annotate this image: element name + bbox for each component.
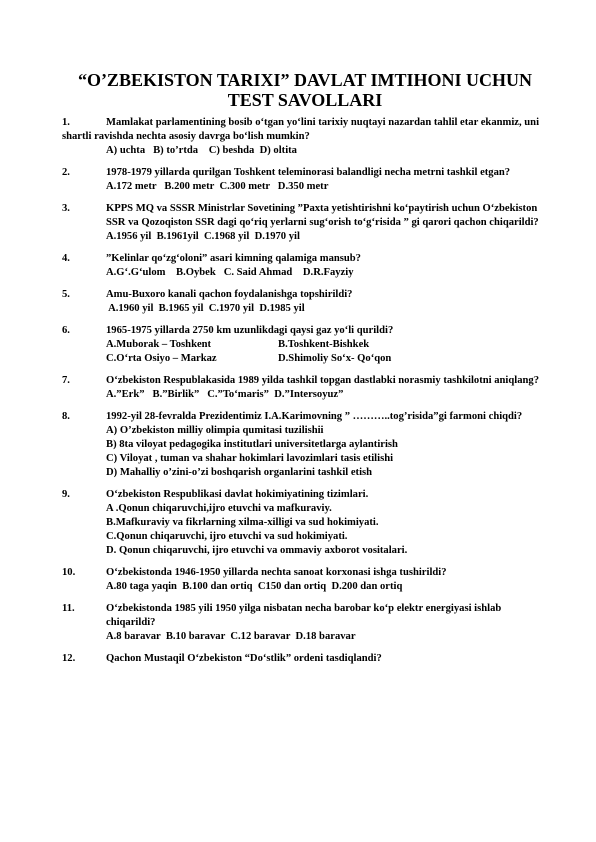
answer-option-a: A) O’zbekiston milliy olimpia qumitasi tuzilishii — [106, 425, 324, 436]
answer-option-b: B) 8ta viloyat pedagogika institutlari universitetlarga aylantirish — [106, 439, 398, 450]
answer-options: A) uchta B) to’rtda C) beshda D) oltita — [106, 145, 297, 156]
question-9 — [62, 488, 548, 558]
question-text: O‘zbekiston Respublakasida 1989 yilda tashkil topgan dastlabki norasmiy tashkilotni aniqlang? — [106, 375, 539, 386]
title-line-2: TEST SAVOLLARI — [227, 90, 383, 110]
answer-options: A.80 taga yaqin B.100 dan ortiq C150 dan ortiq D.200 dan ortiq — [106, 581, 403, 592]
question-5 — [62, 288, 548, 316]
question-number: 9. — [62, 489, 70, 500]
question-11 — [62, 602, 548, 644]
question-number: 10. — [62, 567, 76, 578]
answer-option-a: A .Qonun chiqaruvchi,ijro etuvchi va mafkuraviy. — [106, 503, 332, 514]
question-text: 1965-1975 yillarda 2750 km uzunlikdagi qaysi gaz yo‘li qurildi? — [106, 325, 394, 336]
question-number: 6. — [62, 325, 70, 336]
answer-options: A.G‘.G‘ulom B.Oybek C. Said Ahmad D.R.Fayziy — [106, 267, 354, 278]
question-6 — [62, 324, 548, 366]
question-number: 3. — [62, 203, 70, 214]
answer-option-c: C.O‘rta Osiyo – Markaz — [106, 353, 217, 364]
question-number: 12. — [62, 653, 76, 664]
answer-options: A.8 baravar B.10 baravar C.12 baravar D.18 baravar — [106, 631, 356, 642]
answer-option-b: B.Toshkent-Bishkek — [278, 339, 370, 350]
question-1 — [62, 116, 548, 158]
question-text: KPPS MQ va SSSR Ministrlar Sovetining ”Paxta yetishtirishni ko‘paytirish uchun O‘zbekiston SSR va Qozoqiston SSR dagi qo‘riq yerlarni sug‘orish to‘g‘risida ” gi qarori qachon chiqarildi? — [106, 203, 539, 228]
answer-options: A.1960 yil B.1965 yil C.1970 yil D.1985 yil — [106, 303, 305, 314]
question-text: O‘zbekistonda 1985 yili 1950 yilga nisbatan necha barobar ko‘p elektr energiyasi ishlab chiqarildi? — [106, 603, 502, 628]
question-text: Amu-Buxoro kanali qachon foydalanishga topshirildi? — [106, 289, 353, 300]
question-number: 2. — [62, 167, 70, 178]
question-number: 7. — [62, 375, 70, 386]
question-12 — [62, 652, 548, 666]
question-number: 5. — [62, 289, 70, 300]
answer-option-c: C) Viloyat , tuman va shahar hokimlari lavozimlari tasis etilishi — [106, 453, 394, 464]
question-text: ”Kelinlar qo‘zg‘oloni” asari kimning qalamiga mansub? — [106, 253, 361, 264]
question-text: O‘zbekistonda 1946-1950 yillarda nechta sanoat korxonasi ishga tushirildi? — [106, 567, 447, 578]
question-number: 8. — [62, 411, 70, 422]
answer-option-a: A.Muborak – Toshkent — [106, 339, 212, 350]
question-7 — [62, 374, 548, 402]
answer-options: A.”Erk” B.”Birlik” C.”To‘maris” D.”Intersoyuz” — [106, 389, 344, 400]
answer-option-d: D) Mahalliy o’zini-o’zi boshqarish organlarini tashkil etish — [106, 467, 373, 478]
question-4 — [62, 252, 548, 280]
question-2 — [62, 166, 548, 194]
page-title — [62, 70, 548, 110]
answer-option-b: B.Mafkuraviy va fikrlarning xilma-xilligi va sud hokimiyati. — [106, 517, 379, 528]
question-number: 11. — [62, 603, 75, 614]
question-10 — [62, 566, 548, 594]
question-text: Qachon Mustaqil O‘zbekiston “Do‘stlik” ordeni tasdiqlandi? — [106, 653, 382, 664]
question-text: 1992-yil 28-fevralda Prezidentimiz I.A.Karimovning ” ………..tog’risida”gi farmoni chiqdi? — [106, 411, 523, 422]
question-number: 4. — [62, 253, 70, 264]
test-page — [62, 70, 548, 674]
answer-option-c: C.Qonun chiqaruvchi, ijro etuvchi va sud hokimiyati. — [106, 531, 348, 542]
answer-options: A.1956 yil B.1961yil C.1968 yil D.1970 yil — [106, 231, 300, 242]
question-text: Mamlakat parlamentining bosib o‘tgan yo‘lini tarixiy nuqtayi nazardan tahlil etar ekanmiz, uni shartli ravishda nechta asosiy davrga bo‘lish mumkin? — [62, 117, 540, 142]
question-number: 1. — [62, 117, 70, 128]
answer-option-d: D.Shimoliy So‘x- Qo‘qon — [278, 353, 392, 364]
question-8 — [62, 410, 548, 480]
title-line-1: “O’ZBEKISTON TARIXI” DAVLAT IMTIHONI UCHUN — [77, 70, 533, 90]
question-text: 1978-1979 yillarda qurilgan Toshkent teleminorasi balandligi necha metrni tashkil etgan? — [106, 167, 511, 178]
answer-options: A.172 metr B.200 metr C.300 metr D.350 metr — [106, 181, 329, 192]
question-text: O‘zbekiston Respublikasi davlat hokimiyatining tizimlari. — [106, 489, 369, 500]
question-3 — [62, 202, 548, 244]
answer-option-d: D. Qonun chiqaruvchi, ijro etuvchi va ommaviy axborot vositalari. — [106, 545, 408, 556]
